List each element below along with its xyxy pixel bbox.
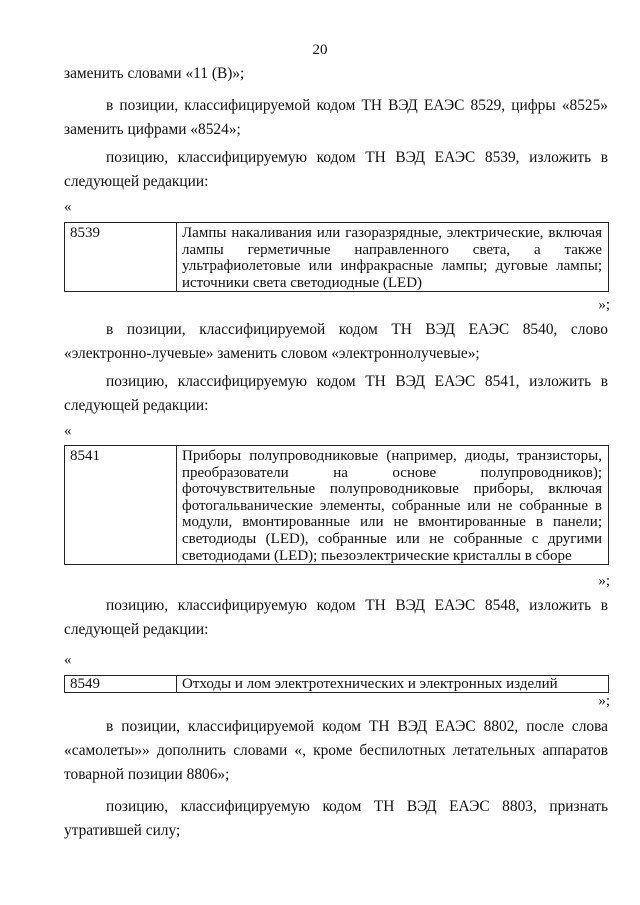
paragraph-5: позицию, классифицируемую кодом ТН ВЭД ЕАЭС 8541, изложить в следующей редакции: [64,373,608,414]
page-number: 20 [312,42,328,58]
quote-open-1: « [64,199,72,215]
quote-close-1: »; [598,297,610,313]
quote-open-3: « [64,652,72,668]
paragraph-6: позицию, классифицируемую кодом ТН ВЭД ЕАЭС 8548, изложить в следующей редакции: [64,597,608,638]
table-row [65,223,609,292]
paragraph-4: в позиции, классифицируемой кодом ТН ВЭД ЕАЭС 8540, слово «электронно-лучевые» заменить словом «электроннолучевые»; [64,321,608,362]
table-text-cell: Отходы и лом электротехнических и электронных изделий [177,676,609,693]
table-text-cell: Приборы полупроводниковые (например, диоды, транзисторы, преобразователи на основе полупроводников); фоточувствительные полупроводниковые приборы, включая фотогальванические элементы, собранные или не собранные в модули, вмонтированные или не вмонтированные в панели; светодиоды (LED), собранные или не собранные с другими светодиодами (LED); пьезоэлектрические кристаллы в сборе [177,446,609,565]
paragraph-2: в позиции, классифицируемой кодом ТН ВЭД ЕАЭС 8529, цифры «8525» заменить цифрами «8524»; [64,97,608,138]
table-8539 [64,222,609,292]
table-text-cell: Лампы накаливания или газоразрядные, электрические, включая лампы герметичные направленного света, а также ультрафиолетовые или инфракрасные лампы; дуговые лампы; источники света светодиодные (LED) [177,223,609,292]
paragraph-8: позицию, классифицируемую кодом ТН ВЭД ЕАЭС 8803, признать утратившей силу; [64,798,608,839]
paragraph-3: позицию, классифицируемую кодом ТН ВЭД ЕАЭС 8539, изложить в следующей редакции: [64,149,608,190]
table-code-cell: 8541 [65,446,177,565]
table-8541 [64,445,609,565]
table-row [65,676,609,693]
table-row [65,446,609,565]
quote-close-3: »; [598,693,610,709]
table-8549 [64,675,609,693]
quote-open-2: « [64,423,72,439]
paragraph-1: заменить словами «11 (В)»; [64,65,245,82]
quote-close-2: »; [598,573,610,589]
paragraph-7: в позиции, классифицируемой кодом ТН ВЭД ЕАЭС 8802, после слова «самолеты»» дополнить словами «, кроме беспилотных летательных аппаратов товарной позиции 8806»; [64,718,608,783]
table-code-cell: 8539 [65,223,177,292]
table-code-cell: 8549 [65,676,177,693]
